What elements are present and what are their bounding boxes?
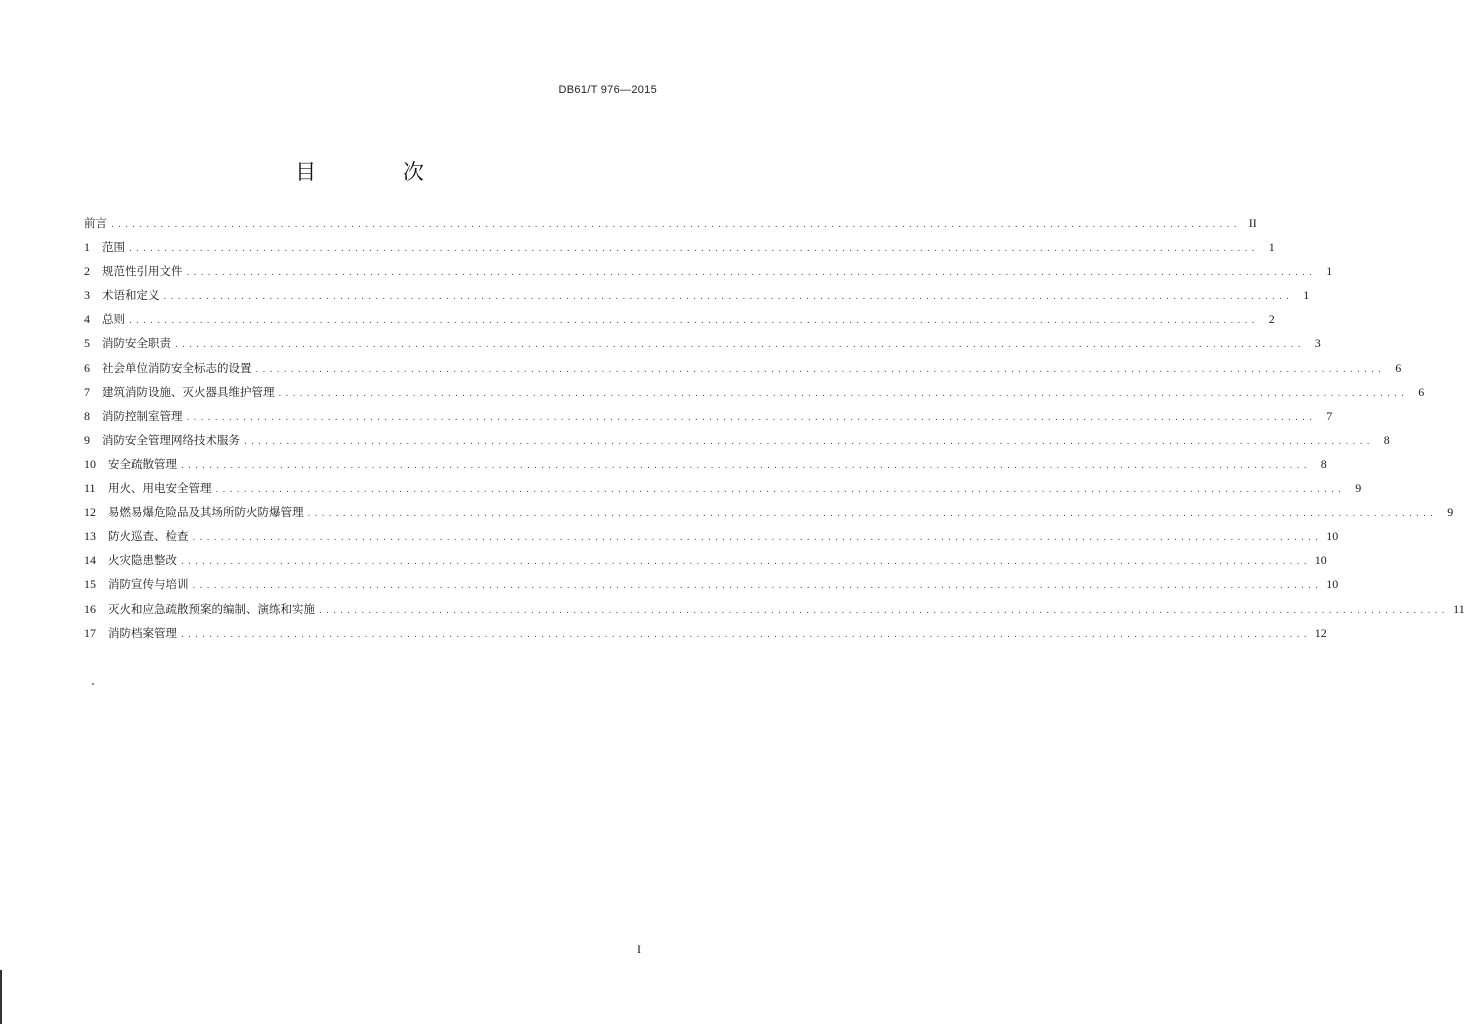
toc-entry-page: 12 bbox=[1314, 625, 1327, 640]
toc-entry-page: II bbox=[1248, 216, 1257, 230]
toc-dot-leader: ................................................................................................................................................................ bbox=[175, 340, 1305, 351]
scan-speck bbox=[92, 683, 94, 685]
toc-entry bbox=[84, 382, 1425, 406]
toc-entry-label: 社会单位消防安全标志的设置 bbox=[102, 360, 252, 375]
toc-entry-number: 8 bbox=[84, 408, 90, 423]
toc-entry-number: 14 bbox=[84, 553, 96, 568]
toc-entry-page: 1 bbox=[1303, 288, 1310, 303]
toc-entry-page: 10 bbox=[1326, 529, 1339, 544]
toc-entry bbox=[84, 261, 1333, 285]
toc-entry bbox=[84, 309, 1275, 333]
toc-dot-leader: ................................................................................................................................................................ bbox=[307, 509, 1438, 520]
toc-entry-page: 2 bbox=[1268, 312, 1275, 327]
toc-entry-label: 消防宣传与培训 bbox=[108, 577, 189, 592]
toc-entry-number: 12 bbox=[84, 505, 96, 520]
toc-entry bbox=[84, 574, 1339, 598]
toc-entry-number: 5 bbox=[84, 336, 90, 351]
toc-entry-number: 15 bbox=[84, 577, 96, 592]
toc-dot-leader: ................................................................................................................................................................ bbox=[319, 605, 1449, 616]
toc-entry-page: 11 bbox=[1453, 601, 1465, 616]
table-of-contents bbox=[84, 213, 1465, 647]
toc-entry-page: 6 bbox=[1395, 360, 1402, 375]
toc-dot-leader: ................................................................................................................................................................ bbox=[255, 364, 1386, 375]
toc-entry bbox=[84, 285, 1310, 309]
toc-entry-number: 16 bbox=[84, 601, 96, 616]
page-number: I bbox=[637, 942, 641, 956]
toc-entry-page: 10 bbox=[1314, 553, 1327, 568]
toc-entry-label: 消防安全职责 bbox=[102, 336, 171, 351]
toc-dot-leader: ................................................................................................................................................................ bbox=[181, 460, 1311, 471]
toc-entry-number: 9 bbox=[84, 432, 90, 447]
toc-entry-number: 10 bbox=[84, 456, 96, 471]
toc-entry-number: 4 bbox=[84, 312, 90, 327]
toc-entry-number: 2 bbox=[84, 264, 90, 279]
toc-entry-label: 前言 bbox=[84, 216, 107, 230]
toc-entry-page: 7 bbox=[1326, 408, 1333, 423]
toc-entry-label: 术语和定义 bbox=[102, 288, 160, 303]
toc-dot-leader: ................................................................................................................................................................ bbox=[215, 485, 1346, 496]
toc-entry bbox=[84, 599, 1465, 623]
toc-entry-label: 消防档案管理 bbox=[108, 625, 177, 640]
toc-entry-label: 总则 bbox=[102, 312, 125, 327]
standard-code: DB61/T 976—2015 bbox=[558, 84, 657, 96]
toc-entry-number: 11 bbox=[84, 481, 96, 496]
toc-dot-leader: ................................................................................................................................................................ bbox=[181, 629, 1311, 640]
toc-entry-label: 用火、用电安全管理 bbox=[108, 481, 212, 496]
toc-entry bbox=[84, 237, 1275, 261]
toc-entry bbox=[84, 406, 1333, 430]
toc-entry-label: 消防安全管理网络技术服务 bbox=[102, 432, 240, 447]
toc-entry-page: 3 bbox=[1314, 336, 1321, 351]
toc-dot-leader: ................................................................................................................................................................ bbox=[163, 292, 1294, 303]
toc-entry-number: 17 bbox=[84, 625, 96, 640]
toc-entry-page: 8 bbox=[1383, 432, 1390, 447]
toc-entry-label: 规范性引用文件 bbox=[102, 264, 183, 279]
toc-dot-leader: ................................................................................................................................................................ bbox=[181, 557, 1311, 568]
toc-entry bbox=[84, 502, 1454, 526]
toc-entry-label: 防火巡查、检查 bbox=[108, 529, 189, 544]
toc-entry bbox=[84, 333, 1321, 357]
toc-entry-label: 消防控制室管理 bbox=[102, 408, 183, 423]
toc-dot-leader: ................................................................................................................................................................ bbox=[278, 388, 1409, 399]
toc-entry-label: 易燃易爆危险品及其场所防火防爆管理 bbox=[108, 505, 304, 520]
toc-entry bbox=[84, 213, 1257, 237]
toc-entry-label: 灭火和应急疏散预案的编制、演练和实施 bbox=[108, 601, 315, 616]
toc-dot-leader: ................................................................................................................................................................ bbox=[129, 244, 1259, 255]
toc-dot-leader: ................................................................................................................................................................ bbox=[111, 220, 1241, 230]
toc-entry-label: 安全疏散管理 bbox=[108, 456, 177, 471]
toc-entry-label: 火灾隐患整改 bbox=[108, 553, 177, 568]
toc-entry bbox=[84, 454, 1327, 478]
toc-entry-page: 10 bbox=[1326, 577, 1339, 592]
toc-entry-page: 9 bbox=[1447, 505, 1454, 520]
toc-entry-number: 3 bbox=[84, 288, 90, 303]
toc-entry-page: 9 bbox=[1355, 481, 1362, 496]
toc-entry-page: 1 bbox=[1326, 264, 1333, 279]
toc-entry-page: 8 bbox=[1320, 456, 1327, 471]
toc-entry-page: 6 bbox=[1418, 384, 1425, 399]
toc-entry bbox=[84, 430, 1390, 454]
toc-dot-leader: ................................................................................................................................................................ bbox=[186, 268, 1317, 279]
toc-entry-number: 6 bbox=[84, 360, 90, 375]
toc-entry-number: 1 bbox=[84, 240, 90, 255]
toc-entry bbox=[84, 358, 1402, 382]
toc-dot-leader: ................................................................................................................................................................ bbox=[244, 436, 1374, 447]
toc-dot-leader: ................................................................................................................................................................ bbox=[192, 581, 1323, 592]
toc-entry-page: 1 bbox=[1268, 240, 1275, 255]
toc-entry bbox=[84, 478, 1362, 502]
toc-entry-number: 13 bbox=[84, 529, 96, 544]
toc-dot-leader: ................................................................................................................................................................ bbox=[129, 316, 1259, 327]
toc-entry bbox=[84, 550, 1327, 574]
toc-dot-leader: ................................................................................................................................................................ bbox=[192, 533, 1323, 544]
toc-entry bbox=[84, 526, 1339, 550]
toc-dot-leader: ................................................................................................................................................................ bbox=[186, 412, 1317, 423]
toc-entry-label: 建筑消防设施、灭火器具维护管理 bbox=[102, 384, 275, 399]
page-title: 目 次 bbox=[295, 160, 464, 184]
toc-entry-label: 范围 bbox=[102, 240, 125, 255]
toc-entry bbox=[84, 623, 1327, 647]
scan-edge-mark bbox=[0, 970, 2, 1024]
toc-entry-number: 7 bbox=[84, 384, 90, 399]
